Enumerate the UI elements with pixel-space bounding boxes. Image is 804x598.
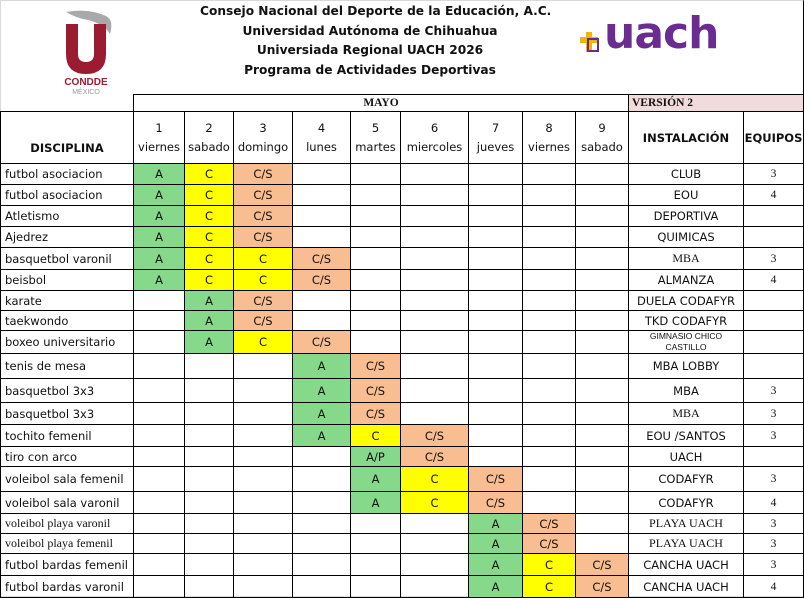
schedule-cell-day-3 (234, 514, 293, 534)
header-line-university: Universidad Autónoma de Chihuahua (242, 23, 498, 38)
schedule-cell-day-6 (401, 206, 469, 227)
schedule-cell-day-3 (234, 447, 293, 467)
schedule-cell-day-1: A (134, 227, 185, 248)
schedule-cell-day-7 (469, 270, 523, 291)
schedule-cell-day-2 (185, 425, 234, 447)
schedule-cell-day-5: C/S (351, 354, 401, 379)
schedule-cell-day-9 (576, 248, 629, 270)
schedule-cell-day-4 (293, 185, 351, 206)
schedule-cell-day-9: C/S (576, 576, 629, 598)
schedule-cell-day-4: C/S (293, 248, 351, 270)
col-header-day-8: 8 viernes (523, 112, 576, 164)
discipline-cell: basquetbol varonil (1, 248, 134, 270)
table-row (1, 185, 804, 206)
schedule-cell-day-4: A (293, 403, 351, 425)
table-row (1, 379, 804, 403)
schedule-cell-day-3: C/S (234, 164, 293, 185)
table-row (1, 576, 804, 598)
schedule-cell-day-7 (469, 379, 523, 403)
month-row (1, 95, 804, 112)
discipline-cell: basquetbol 3x3 (1, 379, 134, 403)
table-row (1, 425, 804, 447)
installation-cell: MBA (629, 248, 744, 270)
schedule-cell-day-7 (469, 447, 523, 467)
schedule-cell-day-9 (576, 311, 629, 331)
table-row (1, 227, 804, 248)
schedule-cell-day-8 (523, 354, 576, 379)
teams-cell: 3 (744, 379, 804, 403)
column-header-row (1, 112, 804, 164)
schedule-cell-day-4 (293, 227, 351, 248)
teams-cell (744, 227, 804, 248)
schedule-cell-day-6 (401, 164, 469, 185)
schedule-cell-day-9 (576, 164, 629, 185)
schedule-cell-day-2: A (185, 331, 234, 354)
schedule-cell-day-3 (234, 576, 293, 598)
schedule-cell-day-2 (185, 576, 234, 598)
schedule-cell-day-5 (351, 576, 401, 598)
schedule-cell-day-8 (523, 447, 576, 467)
schedule-cell-day-4: A (293, 354, 351, 379)
schedule-cell-day-1 (134, 311, 185, 331)
month-label: MAYO (134, 95, 629, 112)
table-row (1, 164, 804, 185)
schedule-cell-day-6 (401, 379, 469, 403)
installation-cell: MBA LOBBY (629, 354, 744, 379)
schedule-cell-day-1 (134, 291, 185, 311)
discipline-cell: voleibol playa varonil (1, 514, 134, 534)
schedule-cell-day-5: C/S (351, 403, 401, 425)
schedule-cell-day-8 (523, 206, 576, 227)
discipline-cell: tochito femenil (1, 425, 134, 447)
installation-cell: EOU /SANTOS (629, 425, 744, 447)
schedule-cell-day-5 (351, 185, 401, 206)
table-row (1, 311, 804, 331)
uach-plus-icon (580, 30, 602, 54)
schedule-cell-day-4 (293, 467, 351, 492)
schedule-cell-day-4: A (293, 379, 351, 403)
schedule-cell-day-4 (293, 164, 351, 185)
schedule-cell-day-3 (234, 379, 293, 403)
schedule-cell-day-7 (469, 185, 523, 206)
schedule-cell-day-6 (401, 227, 469, 248)
schedule-cell-day-5 (351, 206, 401, 227)
teams-cell: 4 (744, 270, 804, 291)
schedule-cell-day-8 (523, 291, 576, 311)
svg-text:MÉXICO: MÉXICO (72, 89, 100, 95)
schedule-cell-day-9 (576, 331, 629, 354)
schedule-cell-day-9 (576, 534, 629, 554)
schedule-cell-day-2: C (185, 270, 234, 291)
discipline-cell: voleibol playa femenil (1, 534, 134, 554)
schedule-cell-day-3: C (234, 248, 293, 270)
corner-blank (1, 95, 134, 112)
schedule-cell-day-6 (401, 291, 469, 311)
teams-cell: 3 (744, 467, 804, 492)
table-row (1, 467, 804, 492)
schedule-cell-day-7 (469, 403, 523, 425)
table-row (1, 534, 804, 554)
installation-cell: CLUB (629, 164, 744, 185)
installation-cell: GIMNASIO CHICO CASTILLO (629, 331, 744, 354)
schedule-cell-day-6: C/S (401, 447, 469, 467)
schedule-cell-day-9 (576, 354, 629, 379)
schedule-cell-day-5: C/S (351, 379, 401, 403)
table-row (1, 248, 804, 270)
installation-cell: CANCHA UACH (629, 576, 744, 598)
schedule-cell-day-4 (293, 514, 351, 534)
schedule-cell-day-7 (469, 425, 523, 447)
schedule-cell-day-9 (576, 270, 629, 291)
table-row (1, 514, 804, 534)
col-header-day-1: 1 viernes (134, 112, 185, 164)
schedule-cell-day-5: A (351, 467, 401, 492)
schedule-cell-day-8 (523, 164, 576, 185)
schedule-cell-day-1 (134, 554, 185, 576)
schedule-cell-day-8 (523, 311, 576, 331)
schedule-cell-day-3: C/S (234, 185, 293, 206)
schedule-cell-day-4: A (293, 425, 351, 447)
discipline-cell: voleibol sala varonil (1, 492, 134, 514)
table-row (1, 554, 804, 576)
schedule-cell-day-3: C/S (234, 206, 293, 227)
schedule-cell-day-7: C/S (469, 467, 523, 492)
schedule-cell-day-9 (576, 206, 629, 227)
schedule-cell-day-8 (523, 331, 576, 354)
schedule-cell-day-3: C/S (234, 291, 293, 311)
discipline-cell: beisbol (1, 270, 134, 291)
col-header-day-2: 2 sabado (185, 112, 234, 164)
schedule-cell-day-2 (185, 379, 234, 403)
schedule-cell-day-7: A (469, 554, 523, 576)
schedule-cell-day-7 (469, 331, 523, 354)
version-label: VERSIÓN 2 (629, 95, 804, 112)
schedule-cell-day-1 (134, 354, 185, 379)
schedule-cell-day-2: A (185, 291, 234, 311)
schedule-cell-day-8 (523, 248, 576, 270)
col-header-day-7: 7 jueves (469, 112, 523, 164)
teams-cell (744, 206, 804, 227)
schedule-cell-day-4 (293, 311, 351, 331)
schedule-cell-day-6 (401, 311, 469, 331)
table-row (1, 354, 804, 379)
table-row (1, 331, 804, 354)
schedule-cell-day-5 (351, 514, 401, 534)
condde-logo-icon (58, 10, 118, 95)
teams-cell (744, 291, 804, 311)
schedule-cell-day-3 (234, 467, 293, 492)
discipline-cell: Atletismo (1, 206, 134, 227)
teams-cell (744, 447, 804, 467)
schedule-cell-day-7: A (469, 576, 523, 598)
schedule-cell-day-2 (185, 403, 234, 425)
schedule-cell-day-2 (185, 447, 234, 467)
schedule-cell-day-6 (401, 554, 469, 576)
table-row (1, 291, 804, 311)
schedule-cell-day-1: A (134, 248, 185, 270)
installation-cell: CODAFYR (629, 492, 744, 514)
schedule-cell-day-1 (134, 447, 185, 467)
schedule-cell-day-6: C (401, 467, 469, 492)
schedule-cell-day-5 (351, 534, 401, 554)
schedule-cell-day-9 (576, 514, 629, 534)
installation-cell: CODAFYR (629, 467, 744, 492)
schedule-cell-day-1 (134, 576, 185, 598)
schedule-cell-day-6: C/S (401, 425, 469, 447)
col-header-day-5: 5 martes (351, 112, 401, 164)
schedule-cell-day-6: C (401, 492, 469, 514)
schedule-cell-day-2: C (185, 164, 234, 185)
schedule-cell-day-1: A (134, 206, 185, 227)
table-row (1, 270, 804, 291)
schedule-cell-day-3 (234, 534, 293, 554)
schedule-cell-day-9 (576, 379, 629, 403)
schedule-cell-day-4 (293, 206, 351, 227)
schedule-cell-day-7: A (469, 534, 523, 554)
schedule-cell-day-8 (523, 403, 576, 425)
installation-cell: MBA (629, 403, 744, 425)
schedule-cell-day-8 (523, 227, 576, 248)
schedule-cell-day-1: A (134, 270, 185, 291)
installation-cell: ALMANZA (629, 270, 744, 291)
installation-cell: EOU (629, 185, 744, 206)
schedule-cell-day-3 (234, 403, 293, 425)
schedule-cell-day-2 (185, 534, 234, 554)
schedule-cell-day-6 (401, 248, 469, 270)
schedule-cell-day-9 (576, 425, 629, 447)
col-header-day-4: 4 lunes (293, 112, 351, 164)
installation-cell: DEPORTIVA (629, 206, 744, 227)
schedule-cell-day-4: C/S (293, 270, 351, 291)
schedule-cell-day-8: C (523, 554, 576, 576)
table-row (1, 447, 804, 467)
col-header-day-3: 3 domingo (234, 112, 293, 164)
installation-cell: PLAYA UACH (629, 514, 744, 534)
schedule-cell-day-9 (576, 227, 629, 248)
schedule-cell-day-4 (293, 492, 351, 514)
schedule-cell-day-2 (185, 354, 234, 379)
schedule-cell-day-3 (234, 354, 293, 379)
schedule-cell-day-2: C (185, 185, 234, 206)
schedule-cell-day-7: A (469, 514, 523, 534)
schedule-cell-day-3: C (234, 270, 293, 291)
teams-cell: 3 (744, 248, 804, 270)
schedule-cell-day-4 (293, 554, 351, 576)
schedule-cell-day-9 (576, 447, 629, 467)
schedule-cell-day-7 (469, 311, 523, 331)
schedule-cell-day-2 (185, 554, 234, 576)
schedule-cell-day-6 (401, 403, 469, 425)
schedule-cell-day-3 (234, 554, 293, 576)
teams-cell (744, 354, 804, 379)
schedule-cell-day-3 (234, 492, 293, 514)
schedule-cell-day-2 (185, 514, 234, 534)
discipline-cell: futbol bardas femenil (1, 554, 134, 576)
installation-cell: MBA (629, 379, 744, 403)
discipline-cell: karate (1, 291, 134, 311)
discipline-cell: basquetbol 3x3 (1, 403, 134, 425)
schedule-cell-day-7: C/S (469, 492, 523, 514)
header-line-program: Programa de Actividades Deportivas (244, 62, 496, 77)
discipline-cell: futbol bardas varonil (1, 576, 134, 598)
schedule-cell-day-5 (351, 554, 401, 576)
schedule-cell-day-9 (576, 185, 629, 206)
col-header-day-6: 6 miercoles (401, 112, 469, 164)
teams-cell: 3 (744, 514, 804, 534)
schedule-cell-day-1 (134, 403, 185, 425)
schedule-cell-day-5: C (351, 425, 401, 447)
schedule-cell-day-8 (523, 492, 576, 514)
col-header-teams: EQUIPOS (744, 112, 804, 164)
svg-text:CONDDE: CONDDE (64, 77, 108, 88)
schedule-cell-day-8: C/S (523, 514, 576, 534)
installation-cell: UACH (629, 447, 744, 467)
schedule-cell-day-9 (576, 467, 629, 492)
schedule-cell-day-8 (523, 379, 576, 403)
schedule-cell-day-6 (401, 534, 469, 554)
table-row (1, 403, 804, 425)
schedule-cell-day-1 (134, 379, 185, 403)
schedule-cell-day-2 (185, 467, 234, 492)
schedule-cell-day-9 (576, 403, 629, 425)
teams-cell: 3 (744, 164, 804, 185)
schedule-cell-day-5 (351, 248, 401, 270)
schedule-cell-day-1 (134, 467, 185, 492)
header-line-org: Consejo Nacional del Deporte de la Educación, A.C. (200, 4, 552, 18)
schedule-cell-day-4: C/S (293, 331, 351, 354)
schedule-cell-day-8 (523, 467, 576, 492)
schedule-cell-day-7 (469, 291, 523, 311)
installation-cell: QUIMICAS (629, 227, 744, 248)
activities-schedule-table (0, 94, 804, 598)
schedule-cell-day-5: A (351, 492, 401, 514)
discipline-cell: voleibol sala femenil (1, 467, 134, 492)
schedule-cell-day-2: A (185, 311, 234, 331)
schedule-cell-day-1 (134, 514, 185, 534)
schedule-cell-day-2: C (185, 248, 234, 270)
teams-cell: 4 (744, 492, 804, 514)
schedule-cell-day-2: C (185, 206, 234, 227)
schedule-cell-day-3: C/S (234, 311, 293, 331)
schedule-cell-day-6 (401, 270, 469, 291)
installation-cell: PLAYA UACH (629, 534, 744, 554)
teams-cell: 3 (744, 403, 804, 425)
teams-cell (744, 311, 804, 331)
col-header-installation: INSTALACIÓN (629, 112, 744, 164)
teams-cell: 3 (744, 425, 804, 447)
schedule-cell-day-3 (234, 425, 293, 447)
schedule-cell-day-5 (351, 331, 401, 354)
schedule-cell-day-6 (401, 331, 469, 354)
teams-cell (744, 331, 804, 354)
schedule-cell-day-5 (351, 311, 401, 331)
schedule-cell-day-1: A (134, 185, 185, 206)
schedule-cell-day-4 (293, 447, 351, 467)
teams-cell: 3 (744, 554, 804, 576)
schedule-cell-day-1 (134, 331, 185, 354)
schedule-cell-day-5 (351, 270, 401, 291)
schedule-cell-day-8 (523, 185, 576, 206)
teams-cell: 3 (744, 534, 804, 554)
schedule-cell-day-6 (401, 576, 469, 598)
schedule-cell-day-5 (351, 227, 401, 248)
schedule-cell-day-5: A/P (351, 447, 401, 467)
col-header-discipline: DISCIPLINA (1, 112, 134, 164)
schedule-cell-day-4 (293, 576, 351, 598)
schedule-cell-day-9 (576, 492, 629, 514)
schedule-cell-day-1 (134, 425, 185, 447)
discipline-cell: boxeo universitario (1, 331, 134, 354)
schedule-cell-day-9 (576, 291, 629, 311)
table-row (1, 492, 804, 514)
schedule-cell-day-7 (469, 227, 523, 248)
discipline-cell: tenis de mesa (1, 354, 134, 379)
discipline-cell: taekwondo (1, 311, 134, 331)
discipline-cell: futbol asociacion (1, 164, 134, 185)
schedule-cell-day-1: A (134, 164, 185, 185)
schedule-cell-day-8: C (523, 576, 576, 598)
teams-cell: 4 (744, 185, 804, 206)
schedule-cell-day-6 (401, 514, 469, 534)
schedule-cell-day-2: C (185, 227, 234, 248)
schedule-cell-day-8: C/S (523, 534, 576, 554)
installation-cell: DUELA CODAFYR (629, 291, 744, 311)
schedule-cell-day-7 (469, 206, 523, 227)
teams-cell: 4 (744, 576, 804, 598)
schedule-cell-day-5 (351, 291, 401, 311)
document-header (200, 2, 552, 80)
schedule-cell-day-5 (351, 164, 401, 185)
installation-cell: CANCHA UACH (629, 554, 744, 576)
schedule-cell-day-1 (134, 492, 185, 514)
discipline-cell: tiro con arco (1, 447, 134, 467)
table-row (1, 206, 804, 227)
schedule-cell-day-7 (469, 248, 523, 270)
schedule-cell-day-6 (401, 185, 469, 206)
col-header-day-9: 9 sabado (576, 112, 629, 164)
discipline-cell: futbol asociacion (1, 185, 134, 206)
schedule-cell-day-7 (469, 164, 523, 185)
schedule-cell-day-2 (185, 492, 234, 514)
schedule-cell-day-8 (523, 270, 576, 291)
schedule-cell-day-9: C/S (576, 554, 629, 576)
schedule-cell-day-6 (401, 354, 469, 379)
discipline-cell: Ajedrez (1, 227, 134, 248)
schedule-cell-day-8 (523, 425, 576, 447)
uach-logo: uach (604, 8, 719, 59)
schedule-cell-day-3: C (234, 331, 293, 354)
header-line-event: Universiada Regional UACH 2026 (256, 43, 484, 57)
schedule-cell-day-7 (469, 354, 523, 379)
schedule-cell-day-4 (293, 534, 351, 554)
schedule-cell-day-3: C/S (234, 227, 293, 248)
schedule-cell-day-1 (134, 534, 185, 554)
installation-cell: TKD CODAFYR (629, 311, 744, 331)
schedule-cell-day-4 (293, 291, 351, 311)
